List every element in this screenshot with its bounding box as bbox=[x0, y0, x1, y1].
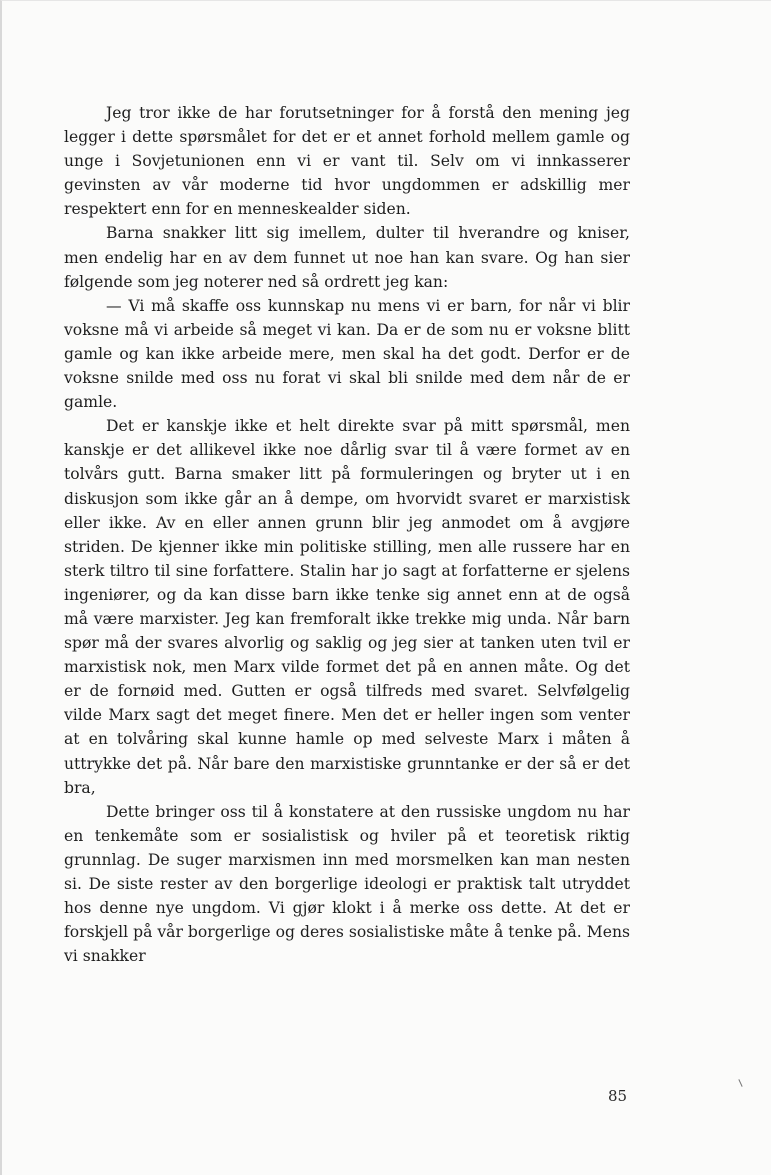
paragraph-3-dialogue: — Vi må skaffe oss kunnskap nu mens vi er barn, for når vi blir voksne må vi arbeide så meget vi kan. Da er de som nu er voksne blitt gamle og kan ikke arbeide mere, men skal ha det godt. Derfor er de voksne snilde med oss nu forat vi skal bli snilde med dem når de er gamle. bbox=[64, 296, 630, 412]
body-text bbox=[64, 101, 630, 968]
paragraph-5: Dette bringer oss til å konstatere at den russiske ungdom nu har en tenkemåte som er sosialistisk og hviler på et teoretisk riktig grunnlag. De suger marxismen inn med morsmelken kan man nesten si. De siste rester av den borgerlige ideologi er praktisk talt utryddet hos denne nye ungdom. Vi gjør klokt i å merke oss dette. At det er forskjell på vår borgerlige og deres sosialistiske måte å tenke på. Mens vi snakker bbox=[64, 802, 630, 966]
page-number: 85 bbox=[608, 1087, 628, 1105]
paragraph-4: Det er kanskje ikke et helt direkte svar på mitt spørsmål, men kanskje er det allikevel ikke noe dårlig svar til å være formet av en tolvårs gutt. Barna smaker litt på formuleringen og bryter ut i en diskusjon som ikke går an å dempe, om hvorvidt svaret er marxistisk eller ikke. Av en eller annen grunn blir jeg anmodet om å avgjøre striden. De kjenner ikke min politiske stilling, men alle russere har en sterk tiltro til sine forfattere. Stalin har jo sagt at forfatterne er sjelens ingeniører, og da kan disse barn ikke tenke sig annet enn at de også må være marxister. Jeg kan fremforalt ikke trekke mig unda. Når barn spør må der svares alvorlig og saklig og jeg sier at tanken uten tvil er marxistisk nok, men Marx vilde formet det på en annen måte. Og det er de fornøid med. Gutten er også tilfreds med svaret. Selvfølgelig vilde Marx sagt det meget finere. Men det er heller ingen som venter at en tolvåring skal kunne hamle op med selveste Marx i måten å uttrykke det på. Når bare den marxistiske grunntanke er der så er det bra, bbox=[64, 417, 630, 797]
paragraph-1: Jeg tror ikke de har forutsetninger for å forstå den mening jeg legger i dette spørsmålet for det er et annet forhold mellem gamle og unge i Sovjetunionen enn vi er vant til. Selv om vi innkasserer gevinsten av vår moderne tid hvor ungdommen er adskillig mer respektert enn for en menneskealder siden. bbox=[64, 104, 630, 219]
paragraph-2: Barna snakker litt sig imellem, dulter til hverandre og kniser, men endelig har en av dem funnet ut noe han kan svare. Og han sier følgende som jeg noterer ned så ordrett jeg kan: bbox=[64, 224, 630, 291]
margin-mark bbox=[738, 1079, 742, 1087]
